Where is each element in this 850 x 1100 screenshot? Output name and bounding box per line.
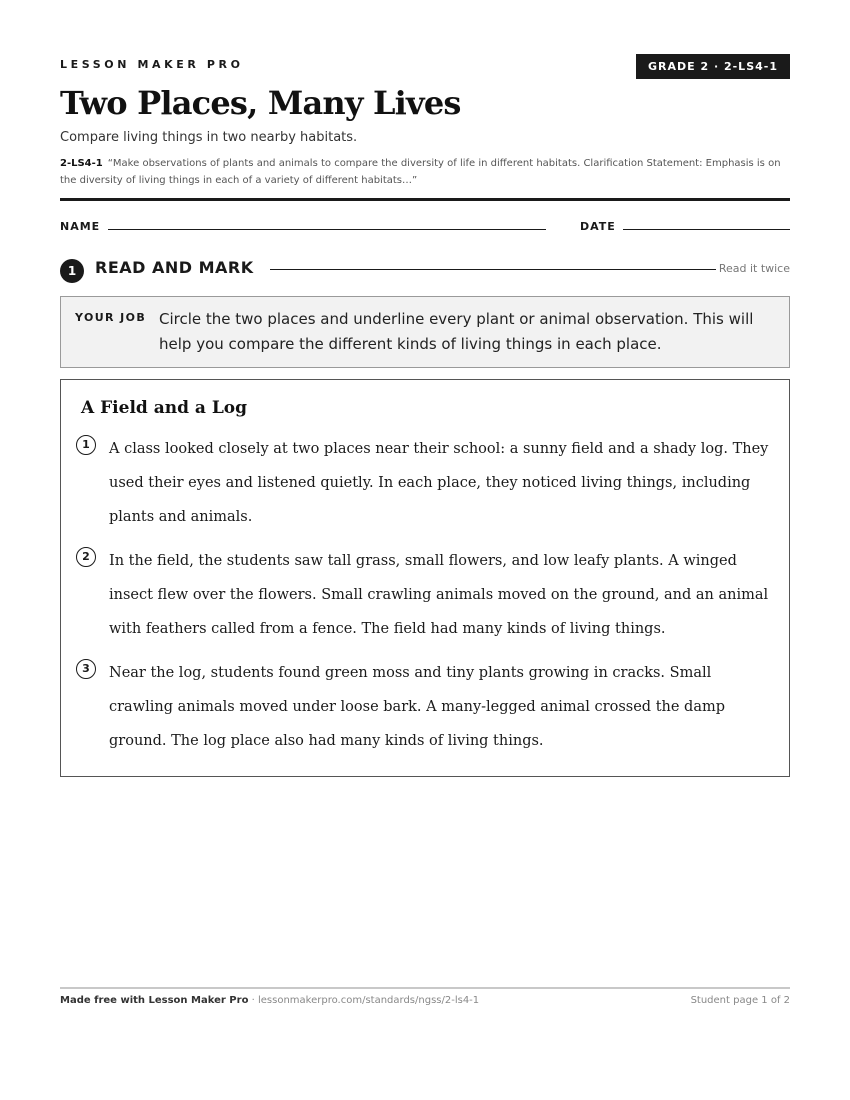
brand-name: LESSON MAKER PRO xyxy=(60,58,244,71)
section-note: Read it twice xyxy=(718,262,790,275)
page-title: Two Places, Many Lives xyxy=(60,84,461,122)
job-instructions-box xyxy=(60,296,790,368)
date-label: DATE xyxy=(580,220,616,233)
footer-divider xyxy=(60,987,790,989)
standard-code: 2-LS4-1 xyxy=(60,158,103,169)
paragraph-number-3: 3 xyxy=(76,659,96,679)
footer-url-link[interactable]: lessonmakerpro.com/standards/ngss/2-ls4-1 xyxy=(257,995,480,1006)
standard-statement xyxy=(60,155,790,189)
section-title: READ AND MARK xyxy=(95,258,254,277)
job-label: YOUR JOB xyxy=(75,311,147,324)
paragraph-number-1: 1 xyxy=(76,435,96,455)
footer-page-number: Student page 1 of 2 xyxy=(690,995,790,1006)
paragraph-2: In the field, the students saw tall grass, small flowers, and low leafy plants. A winged insect flew over the flowers. Small crawling animals moved on the ground, and an animal with feathers called from a fence. The field had many kinds of living things. xyxy=(109,553,769,637)
footer-made-with: Made free with Lesson Maker Pro xyxy=(60,995,249,1006)
paragraph-number-2: 2 xyxy=(76,547,96,567)
section-number-badge: 1 xyxy=(60,259,84,283)
name-write-line[interactable] xyxy=(108,229,546,230)
date-write-line[interactable] xyxy=(623,229,790,230)
page-subtitle: Compare living things in two nearby habitats. xyxy=(60,130,358,145)
section-divider xyxy=(270,269,716,270)
paragraph-1: A class looked closely at two places near their school: a sunny field and a shady log. They used their eyes and listened quietly. In each place, they noticed living things, including plants and animals. xyxy=(109,441,769,525)
footer-credit xyxy=(60,995,479,1006)
reading-passage xyxy=(60,379,790,777)
header-divider xyxy=(60,198,790,201)
name-label: NAME xyxy=(60,220,101,233)
standard-text: “Make observations of plants and animals to compare the diversity of life in different habitats. Clarification Statement: Emphasis is on the diversity of living things in each of a variety of different habitats…” xyxy=(60,158,781,186)
paragraph-3: Near the log, students found green moss and tiny plants growing in cracks. Small crawling animals moved under loose bark. A many-legged animal crossed the damp ground. The log place also had many kinds of living things. xyxy=(109,665,726,749)
grade-badge: GRADE 2 · 2-LS4-1 xyxy=(636,54,790,79)
job-text: Circle the two places and underline every plant or animal observation. This will help you compare the different kinds of living things in each place. xyxy=(159,310,754,353)
footer-separator: · xyxy=(248,995,258,1006)
passage-title: A Field and a Log xyxy=(81,398,248,418)
